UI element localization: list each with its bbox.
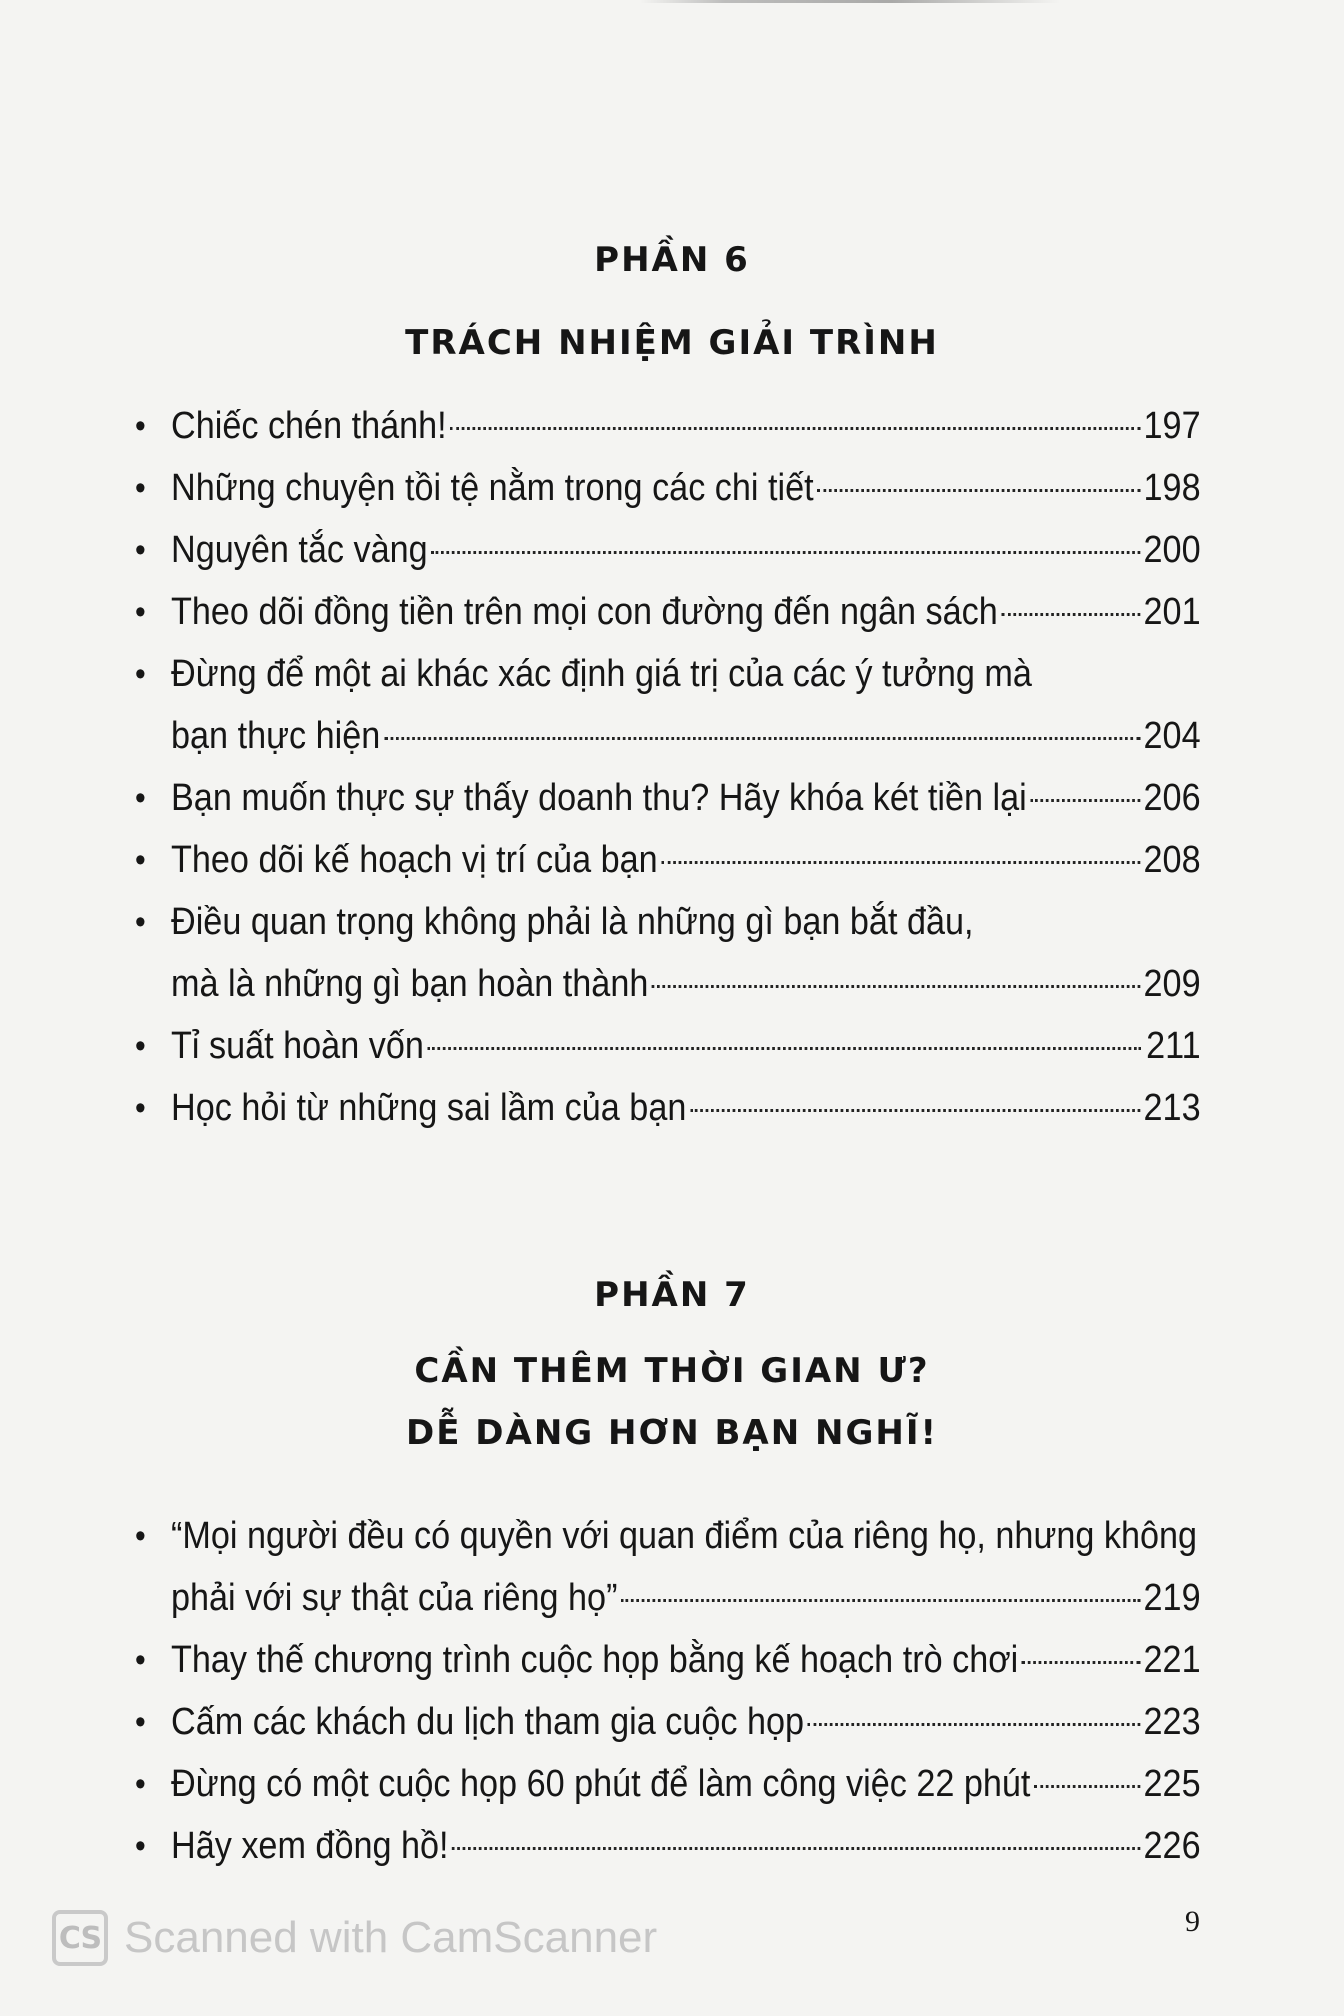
toc-entry-line	[171, 457, 1201, 519]
dot-leader	[817, 489, 1140, 492]
camscanner-logo-icon: CS	[52, 1910, 108, 1966]
bullet-icon: •	[135, 407, 146, 445]
toc-entry-line	[171, 1015, 1201, 1077]
part7-toc-list	[135, 1505, 1201, 1877]
toc-entry-text: “Mọi người đều có quyền với quan điểm của riêng họ, nhưng không	[171, 1515, 1198, 1557]
camscanner-watermark	[52, 1910, 657, 1966]
toc-page-number: 213	[1143, 1087, 1201, 1129]
bullet-icon: •	[135, 1089, 146, 1127]
bullet-icon: •	[135, 1703, 146, 1741]
toc-entry	[135, 829, 1201, 891]
toc-entry-line	[171, 519, 1201, 581]
dot-leader	[427, 1047, 1141, 1050]
toc-entry-text: bạn thực hiện	[171, 715, 381, 757]
toc-entry-line	[171, 1753, 1201, 1815]
toc-entry-text: mà là những gì bạn hoàn thành	[171, 963, 649, 1005]
toc-entry-text: Chiếc chén thánh!	[171, 405, 447, 447]
toc-entry-line	[171, 581, 1201, 643]
toc-entry-line	[171, 1077, 1201, 1139]
dot-leader	[431, 551, 1140, 554]
toc-entry-line	[171, 643, 1201, 705]
part7-title-line1: CẦN THÊM THỜI GIAN Ư?	[414, 1351, 930, 1391]
toc-entry-text: phải với sự thật của riêng họ”	[171, 1577, 618, 1619]
toc-entry-text: Thay thế chương trình cuộc họp bằng kế hoạch trò chơi	[171, 1639, 1019, 1681]
part7-title-line2: DỄ DÀNG HƠN BẠN NGHĨ!	[406, 1413, 938, 1453]
toc-entry	[135, 1815, 1201, 1877]
toc-page-number: 201	[1143, 591, 1201, 633]
toc-entry	[135, 891, 1201, 1015]
toc-page-number: 225	[1143, 1763, 1201, 1805]
toc-page-number: 200	[1143, 529, 1201, 571]
dot-leader	[1022, 1661, 1140, 1664]
dot-leader	[1030, 799, 1140, 802]
dot-leader	[690, 1109, 1140, 1112]
toc-page-number: 221	[1143, 1639, 1201, 1681]
toc-page-number: 198	[1143, 467, 1201, 509]
toc-entry-text: Điều quan trọng không phải là những gì bạn bắt đầu,	[171, 901, 974, 943]
toc-entry-text: Nguyên tắc vàng	[171, 529, 428, 571]
top-edge-rule	[640, 0, 1060, 3]
toc-entry-text: Hãy xem đồng hồ!	[171, 1825, 449, 1867]
bullet-icon: •	[135, 779, 146, 817]
toc-entry-text: Những chuyện tồi tệ nằm trong các chi tiết	[171, 467, 814, 509]
toc-entry	[135, 767, 1201, 829]
toc-entry	[135, 1505, 1201, 1629]
bullet-icon: •	[135, 1027, 146, 1065]
toc-entry-line	[171, 1815, 1201, 1877]
toc-page-number: 209	[1143, 963, 1201, 1005]
bullet-icon: •	[135, 1517, 146, 1555]
toc-page-number: 197	[1143, 405, 1201, 447]
toc-entry	[135, 457, 1201, 519]
bullet-icon: •	[135, 903, 146, 941]
page-number: 9	[1185, 1905, 1200, 1938]
bullet-icon: •	[135, 1765, 146, 1803]
toc-entry	[135, 519, 1201, 581]
bullet-icon: •	[135, 1827, 146, 1865]
toc-entry-text: Đừng để một ai khác xác định giá trị của các ý tưởng mà	[171, 653, 1032, 695]
toc-entry-text: Theo dõi kế hoạch vị trí của bạn	[171, 839, 658, 881]
toc-entry-line	[171, 395, 1201, 457]
toc-entry-line	[171, 1505, 1201, 1567]
dot-leader	[621, 1599, 1140, 1602]
toc-entry-line	[171, 891, 1201, 953]
toc-entry-line	[171, 1567, 1201, 1629]
toc-entry	[135, 1077, 1201, 1139]
toc-entry-line	[171, 953, 1201, 1015]
bullet-icon: •	[135, 655, 146, 693]
toc-page-number: 211	[1146, 1025, 1201, 1067]
toc-entry	[135, 581, 1201, 643]
watermark-text: Scanned with CamScanner	[124, 1913, 658, 1962]
toc-entry-line	[171, 705, 1201, 767]
toc-entry	[135, 1015, 1201, 1077]
dot-leader	[1034, 1785, 1140, 1788]
toc-entry	[135, 1691, 1201, 1753]
bullet-icon: •	[135, 1641, 146, 1679]
toc-entry	[135, 395, 1201, 457]
toc-page-number: 208	[1143, 839, 1201, 881]
toc-entry	[135, 1753, 1201, 1815]
dot-leader	[652, 985, 1140, 988]
toc-entry-text: Cấm các khách du lịch tham gia cuộc họp	[171, 1701, 805, 1743]
toc-page-number: 206	[1143, 777, 1201, 819]
toc-entry-line	[171, 1629, 1201, 1691]
toc-entry-text: Đừng có một cuộc họp 60 phút để làm công việc 22 phút	[171, 1763, 1031, 1805]
toc-entry	[135, 643, 1201, 767]
bullet-icon: •	[135, 593, 146, 631]
toc-entry-line	[171, 1691, 1201, 1753]
toc-entry-text: Học hỏi từ những sai lầm của bạn	[171, 1087, 687, 1129]
part6-title: TRÁCH NHIỆM GIẢI TRÌNH	[405, 323, 939, 363]
part6-label: PHẦN 6	[594, 240, 750, 280]
dot-leader	[1001, 613, 1140, 616]
dot-leader	[808, 1723, 1140, 1726]
part7-label: PHẦN 7	[594, 1275, 750, 1315]
dot-leader	[661, 861, 1140, 864]
bullet-icon: •	[135, 531, 146, 569]
toc-entry-text: Theo dõi đồng tiền trên mọi con đường đến ngân sách	[171, 591, 998, 633]
toc-page-number: 223	[1143, 1701, 1201, 1743]
toc-page-number: 226	[1143, 1825, 1201, 1867]
part6-toc-list	[135, 395, 1201, 1139]
toc-entry	[135, 1629, 1201, 1691]
toc-page-number: 219	[1143, 1577, 1201, 1619]
toc-page-number: 204	[1143, 715, 1201, 757]
toc-entry-line	[171, 767, 1201, 829]
dot-leader	[384, 737, 1140, 740]
bullet-icon: •	[135, 469, 146, 507]
toc-entry-text: Tỉ suất hoàn vốn	[171, 1025, 424, 1067]
bullet-icon: •	[135, 841, 146, 879]
dot-leader	[452, 1847, 1140, 1850]
toc-entry-text: Bạn muốn thực sự thấy doanh thu? Hãy khóa két tiền lại	[171, 777, 1027, 819]
dot-leader	[450, 427, 1140, 430]
toc-entry-line	[171, 829, 1201, 891]
